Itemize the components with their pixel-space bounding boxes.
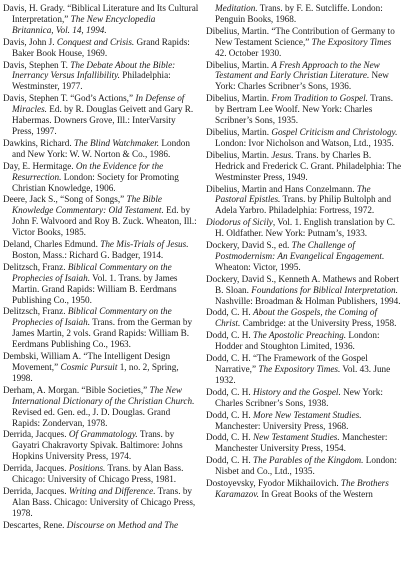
entry-text: Trans. from the German by James Martin, 2 vols. Grand Rapids: William B. Eerdmans Publishing Co., 1963. bbox=[12, 317, 193, 350]
entry-text: Derrida, Jacques. bbox=[3, 463, 69, 474]
entry-title: Conquest and Crisis. bbox=[56, 36, 135, 47]
entry-text: Trans. by Philip Bultolph and Adela Yarbro. Philadelphia: Fortress, 1972. bbox=[215, 194, 392, 216]
bibliography-entry bbox=[3, 194, 199, 238]
entry-text: Dawkins, Richard. bbox=[3, 137, 74, 148]
bibliography-entry bbox=[3, 429, 199, 462]
entry-text: Dodd, C. H. bbox=[206, 330, 253, 341]
entry-text: Davis, Stephen T. “God’s Actions,” bbox=[3, 93, 136, 104]
entry-text: Ed. by John F. Walvoord and Roy B. Zuck. Wheaton, Ill.: Victor Books, 1985. bbox=[12, 205, 197, 238]
entry-text: Dodd, C. H. bbox=[206, 455, 253, 466]
entry-text: Delitzsch, Franz. bbox=[3, 306, 68, 317]
entry-title: Jesus. bbox=[271, 149, 294, 160]
entry-title: Meditation. bbox=[215, 3, 258, 13]
entry-title: The Blind Watchmaker. bbox=[73, 137, 160, 148]
entry-text: Dockery, David S., ed. bbox=[206, 240, 292, 251]
bibliography-entry bbox=[3, 60, 199, 93]
bibliography-entry bbox=[3, 486, 199, 519]
entry-text: Dibelius, Martin. “The Contribution of Germany to New Testament Science,” bbox=[206, 25, 395, 47]
entry-text: Davis, John J. bbox=[3, 36, 57, 47]
entry-text: Dibelius, Martin and Hans Conzelmann. bbox=[206, 183, 357, 194]
entry-text: Dibelius, Martin. bbox=[206, 59, 272, 70]
entry-title: On the Evidence for the Resurrection. bbox=[12, 160, 164, 182]
entry-text: Dodd, C. H. bbox=[206, 409, 253, 420]
entry-title: Positions. bbox=[68, 463, 106, 474]
bibliography-entry bbox=[206, 387, 402, 409]
entry-text: London: Society for Promoting Christian Knowledge, 1906. bbox=[12, 171, 179, 193]
entry-text: Vol. 43. June 1932. bbox=[215, 364, 391, 385]
entry-text: Dibelius, Martin. bbox=[206, 149, 272, 160]
bibliography-entry bbox=[206, 432, 402, 454]
entry-title: History and the Gospel. bbox=[252, 386, 341, 397]
bibliography-entry bbox=[3, 93, 199, 137]
bibliography-entry bbox=[206, 93, 402, 126]
entry-title: A Fresh Approach to the New Testament and Early Christian Literature. bbox=[215, 59, 380, 81]
entry-title: Biblical Commentary on the Prophecies of Isaiah. bbox=[12, 306, 172, 328]
entry-title: The Challenge of Postmodernism: An Evangelical Engagement. bbox=[215, 240, 385, 261]
entry-text: Dembski, William A. “The Intelligent Design Movement,” bbox=[3, 351, 171, 372]
entry-text: Deere, Jack S., “Song of Songs,” bbox=[3, 194, 127, 205]
entry-title: The New International Dictionary of the Christian Church. bbox=[12, 384, 195, 406]
entry-title: New Testament Studies. bbox=[252, 432, 340, 443]
entry-text: Wheaton: Victor, 1995. bbox=[215, 261, 301, 272]
entry-text: London and New York: W. W. Norton & Co., 1986. bbox=[12, 137, 190, 159]
entry-title: Gospel Criticism and Christology. bbox=[271, 126, 398, 137]
entry-title: The Brothers Karamazov. bbox=[215, 478, 389, 499]
entry-title: The New Encyclopedia Britannica, Vol. 14, 1994. bbox=[12, 13, 156, 35]
entry-text: Deland, Charles Edmund. bbox=[3, 239, 101, 250]
entry-text: Ed. by R. Douglas Geivett and Gary R. Habermas. Downers Grove, Ill.: InterVarsity Press, 1997. bbox=[12, 104, 194, 136]
bibliography-entry bbox=[3, 161, 199, 194]
bibliography-entry bbox=[3, 262, 199, 306]
entry-text: 42. October 1930. bbox=[215, 47, 282, 58]
entry-text: 1, no. 2, Spring, 1998. bbox=[12, 362, 179, 383]
left-column bbox=[3, 3, 199, 573]
bibliography-entry bbox=[206, 3, 402, 25]
entry-text: Trans. by F. E. Sutcliffe. London: Penguin Books, 1968. bbox=[215, 3, 383, 24]
bibliography-entry bbox=[206, 150, 402, 183]
bibliography-entry bbox=[3, 306, 199, 350]
entry-text: Trans. by Charles B. Hedrick and Frederick C. Grant. Philadelphia: The Westminster Press, 1949. bbox=[215, 149, 402, 182]
bibliography-entry bbox=[206, 410, 402, 432]
entry-text: Philadelphia: Westminster, 1977. bbox=[12, 70, 171, 92]
bibliography-entry bbox=[206, 26, 402, 59]
bibliography-entry bbox=[3, 138, 199, 160]
entry-text: Vol. 1. Trans. by James Martin. Grand Rapids: William B. Eerdmans Publishing Co., 1950. bbox=[12, 272, 178, 305]
entry-text: Day, E. Hermitage. bbox=[3, 160, 76, 171]
entry-title: Biblical Commentary on the Prophecies of Isaiah. bbox=[12, 261, 172, 283]
bibliography-entry bbox=[3, 239, 199, 261]
entry-text: Trans. by Bertram Lee Woolf. New York: Charles Scribner’s Sons, 1935. bbox=[215, 93, 394, 126]
entry-title: Discourse on Method and The bbox=[66, 519, 179, 530]
bibliography-entry bbox=[206, 353, 402, 386]
entry-title: About the Gospels, the Coming of Christ. bbox=[215, 307, 377, 329]
entry-text: Dodd, C. H. bbox=[206, 386, 253, 397]
entry-title: In Defense of Miracles. bbox=[12, 93, 185, 115]
entry-title: The Apostolic Preaching. bbox=[252, 330, 347, 341]
bibliography-entry bbox=[206, 184, 402, 217]
right-column bbox=[206, 3, 402, 573]
entry-text: Manchester: Manchester University Press, 1954. bbox=[215, 432, 388, 454]
entry-text: Boston, Mass.: Richard G. Badger, 1914. bbox=[12, 249, 164, 260]
entry-text: Trans. by Gayatri Chakravorty Spivak. Baltimore: Johns Hopkins University Press, 1974. bbox=[12, 429, 183, 462]
bibliography-entry bbox=[206, 240, 402, 273]
bibliography-entry bbox=[3, 385, 199, 429]
entry-title: Cosmic Pursuit bbox=[60, 362, 118, 372]
entry-title: Diodorus of Sicily bbox=[206, 217, 273, 228]
entry-text: Davis, H. Grady. “Biblical Literature and Its Cultural Interpretation,” bbox=[3, 3, 199, 24]
entry-text: New York: Charles Scribner’s Sons, 1936. bbox=[215, 70, 389, 92]
entry-text: Davis, Stephen T. bbox=[3, 59, 71, 70]
entry-text: Dodd, C. H. bbox=[206, 307, 253, 318]
entry-text: In Great Books of the Western bbox=[258, 488, 373, 499]
entry-text: Trans. by Alan Bass. Chicago: University of Chicago Press, 1981. bbox=[12, 463, 184, 485]
entry-title: The Mis-Trials of Jesus. bbox=[100, 239, 189, 250]
entry-title: Foundations for Biblical Interpretation. bbox=[251, 284, 398, 295]
entry-text: Revised ed. Gen. ed., J. D. Douglas. Grand Rapids: Zondervan, 1978. bbox=[12, 406, 171, 428]
entry-text: Trans. by Alan Bass. Chicago: University of Chicago Press, 1978. bbox=[12, 485, 196, 518]
entry-text: Dockery, David S., Kenneth A. Mathews and Robert B. Sloan. bbox=[206, 273, 400, 295]
entry-text: Descartes, Rene. bbox=[3, 519, 67, 530]
bibliography-entry bbox=[206, 217, 402, 239]
entry-text: Cambridge: at the University Press, 1958. bbox=[240, 318, 397, 329]
entry-text: Grand Rapids: Baker Book House, 1969. bbox=[12, 36, 190, 58]
entry-text: London: Nisbet and Co., Ltd., 1935. bbox=[215, 455, 397, 477]
entry-text: Dodd, C. H. “The Framework of the Gospel Narrative,” bbox=[206, 353, 368, 374]
entry-text: Dibelius, Martin. bbox=[206, 93, 272, 104]
entry-text: Derrida, Jacques. bbox=[3, 429, 69, 440]
entry-text: New York: Charles Scribner’s Sons, 1938. bbox=[215, 386, 383, 408]
entry-text: Nashville: Broadman & Holman Publishers, 1994. bbox=[215, 295, 401, 306]
entry-title: The Debate About the Bible: Inerrancy Versus Infallibility. bbox=[12, 59, 176, 81]
entry-title: Of Grammatology. bbox=[68, 429, 138, 440]
entry-text: London: Ivor Nicholson and Watson, Ltd., 1935. bbox=[215, 137, 394, 148]
bibliography-entry bbox=[206, 127, 402, 149]
bibliography-entry bbox=[206, 60, 402, 93]
bibliography-entry bbox=[206, 307, 402, 329]
bibliography-entry bbox=[206, 478, 402, 500]
bibliography-entry bbox=[3, 351, 199, 384]
bibliography-entry bbox=[206, 330, 402, 352]
entry-text: London: Hodder and Stoughton Limited, 1936. bbox=[215, 330, 380, 352]
entry-text: Derham, A. Morgan. “Bible Societies,” bbox=[3, 384, 150, 395]
bibliography-entry bbox=[206, 274, 402, 307]
entry-title: The Expository Times bbox=[311, 36, 392, 47]
bibliography-entry bbox=[206, 455, 402, 477]
entry-title: Writing and Difference. bbox=[68, 485, 156, 496]
entry-text: Dibelius, Martin. bbox=[206, 126, 272, 137]
entry-title: The Expository Times. bbox=[258, 364, 341, 374]
entry-text: Dostoyevsky, Fyodor Mikhailovich. bbox=[206, 478, 341, 489]
bibliography-entry bbox=[3, 520, 199, 531]
bibliography-entry bbox=[3, 3, 199, 36]
entry-title: More New Testament Studies. bbox=[252, 409, 362, 420]
entry-text: Dodd, C. H. bbox=[206, 432, 253, 443]
entry-text: Manchester: University Press, 1968. bbox=[215, 420, 349, 431]
entry-title: From Tradition to Gospel. bbox=[271, 93, 368, 104]
bibliography-entry bbox=[3, 37, 199, 59]
bibliography-entry bbox=[3, 463, 199, 485]
entry-text: , Vol. 1. English translation by C. H. Oldfather. New York: Putnam’s, 1933. bbox=[215, 217, 396, 239]
entry-title: The Parables of the Kingdom. bbox=[252, 455, 364, 466]
entry-title: The Bible Knowledge Commentary: Old Testament. bbox=[12, 194, 164, 216]
entry-text: Delitzsch, Franz. bbox=[3, 261, 68, 272]
entry-text: Derrida, Jacques. bbox=[3, 485, 69, 496]
entry-title: The Pastoral Epistles. bbox=[215, 183, 371, 205]
